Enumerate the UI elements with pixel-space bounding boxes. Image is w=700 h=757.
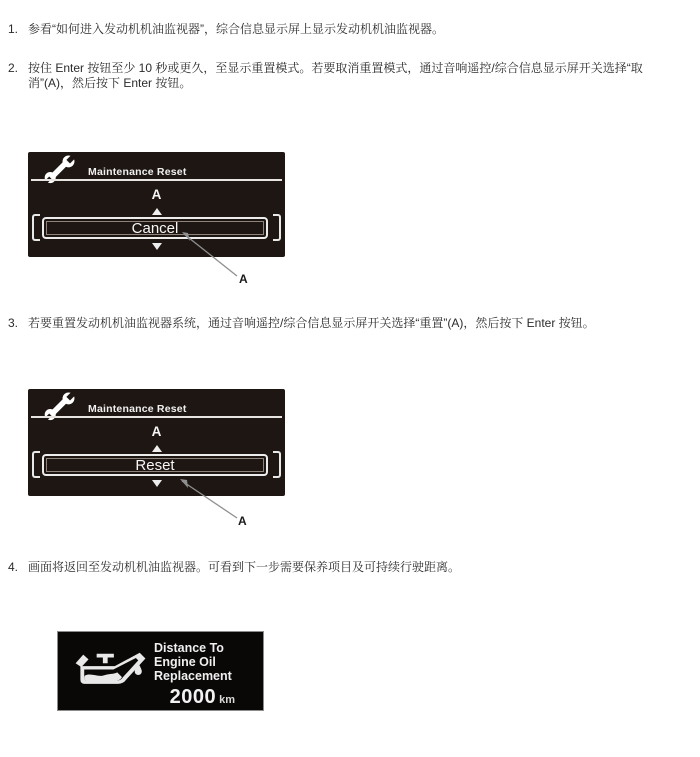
step-text: 若要重置发动机机油监视器系统，通过音响遥控/综合信息显示屏开关选择“重置”(A)，然后按下 Enter 按钮。 [28,316,595,330]
title-divider [31,179,282,181]
oil-monitor-screen [57,631,264,711]
oil-distance-unit: km [219,694,235,706]
step-4 [8,560,680,575]
reset-button: Reset [42,454,268,476]
step-3 [8,316,680,331]
step-text: 按住 Enter 按钮至少 10 秒或更久，至显示重置模式。若要取消重置模式，通过音响遥控/综合信息显示屏开关选择“取消”(A)，然后按下 Enter 按钮。 [28,61,643,90]
maintenance-reset-screen-cancel [28,152,285,257]
step-1 [8,22,673,37]
step-text: 参看“如何进入发动机机油监视器”，综合信息显示屏上显示发动机机油监视器。 [28,22,444,36]
oil-can-icon [70,647,152,691]
up-arrow-icon [152,208,162,215]
right-bracket [273,451,281,478]
right-bracket [273,214,281,241]
down-arrow-icon [152,480,162,487]
callout-leader-line [176,475,244,523]
callout-label-a: A [239,272,248,286]
selection-label: A [151,424,162,439]
selection-label: A [151,187,162,202]
oil-label-line3: Replacement [154,669,232,683]
screen-title: Maintenance Reset [88,403,187,415]
oil-label-line1: Distance To [154,641,224,655]
callout-label-a: A [238,514,247,528]
cancel-button: Cancel [42,217,268,239]
step-number: 1. [8,22,19,36]
up-arrow-icon [152,445,162,452]
down-arrow-icon [152,243,162,250]
step-number: 4. [8,560,19,574]
callout-leader-line [178,229,244,281]
left-bracket [32,451,40,478]
oil-label-line2: Engine Oil [154,655,216,669]
screen-title: Maintenance Reset [88,166,187,178]
left-bracket [32,214,40,241]
title-divider [31,416,282,418]
oil-distance-value-row [170,686,235,709]
step-number: 3. [8,316,19,330]
step-number: 2. [8,61,19,75]
maintenance-reset-screen-reset [28,389,285,496]
oil-distance-value: 2000 [169,686,217,708]
step-text: 画面将返回至发动机机油监视器。可看到下一步需要保养项目及可持续行驶距离。 [28,560,461,574]
oil-screen-label [154,641,232,683]
step-2 [8,61,680,90]
